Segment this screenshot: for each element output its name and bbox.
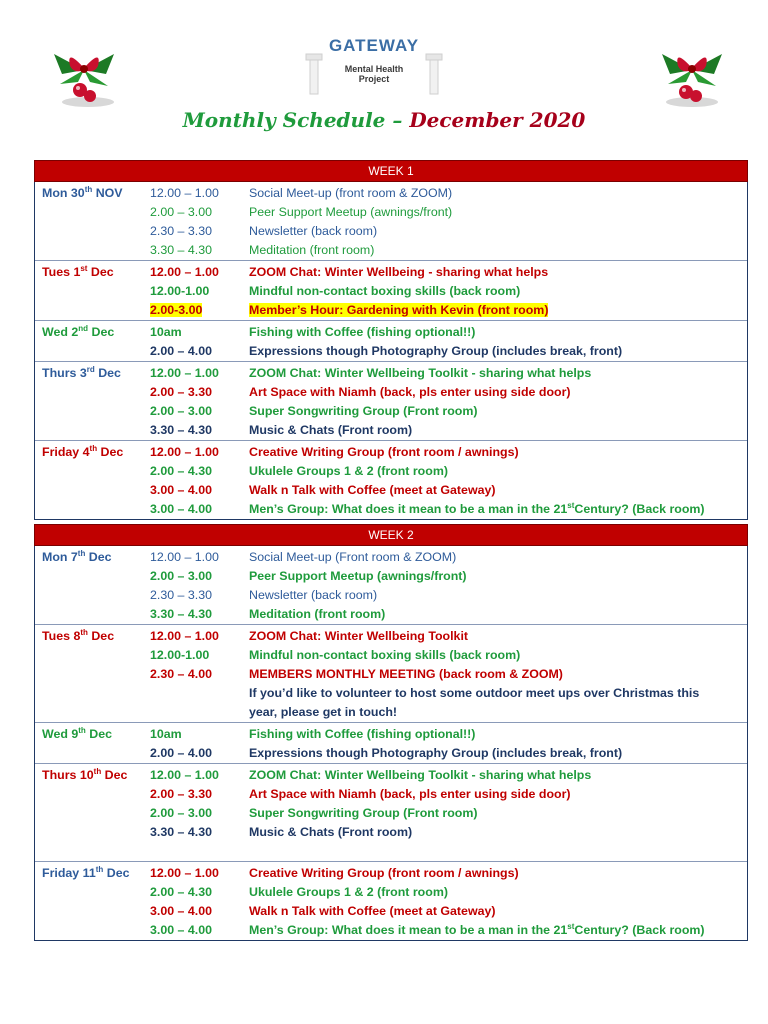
time-slot: 12.00 – 1.00	[150, 444, 219, 459]
activity: Fishing with Coffee (fishing optional!!)	[249, 726, 476, 741]
day-label: Mon 30th NOV	[42, 184, 123, 200]
activity: Super Songwriting Group (Front room)	[249, 403, 478, 418]
activity: Music & Chats (Front room)	[249, 824, 413, 839]
schedule-row	[35, 645, 747, 664]
schedule-row	[35, 401, 747, 420]
time-slot: 2.00 – 3.00	[150, 568, 213, 583]
time-slot: 3.30 – 4.30	[150, 422, 213, 437]
day-label: Friday 4th Dec	[42, 443, 124, 459]
activity: Ukulele Groups 1 & 2 (front room)	[249, 463, 448, 478]
activity: Super Songwriting Group (Front room)	[249, 805, 478, 820]
schedule-row	[35, 420, 747, 439]
activity: Meditation (front room)	[249, 242, 375, 257]
activity: Meditation (front room)	[249, 606, 386, 621]
activity: Peer Support Meetup (awnings/front)	[249, 568, 467, 583]
activity: Expressions though Photography Group (includes break, front)	[249, 343, 623, 358]
gateway-logo	[300, 34, 448, 98]
logo-name: GATEWAY	[328, 36, 420, 55]
time-slot: 2.00 – 3.00	[150, 403, 213, 418]
activity: Newsletter (back room)	[249, 223, 378, 238]
day-label: Thurs 3rd Dec	[42, 364, 121, 380]
schedule-row	[35, 724, 747, 743]
schedule-row	[35, 566, 747, 585]
day-group	[35, 763, 747, 861]
activity: Music & Chats (Front room)	[249, 422, 413, 437]
time-slot: 3.00 – 4.00	[150, 501, 213, 516]
day-label: Wed 2nd Dec	[42, 323, 115, 339]
schedule-row	[35, 547, 747, 566]
day-label: Thurs 10th Dec	[42, 766, 128, 782]
christmas-ornament-icon	[44, 40, 124, 112]
christmas-ornament-icon	[652, 40, 732, 112]
day-group	[35, 320, 747, 361]
time-slot: 2.30 – 3.30	[150, 587, 213, 602]
activity: Expressions though Photography Group (includes break, front)	[249, 745, 623, 760]
schedule-row	[35, 784, 747, 803]
time-slot: 12.00-1.00	[150, 647, 210, 662]
activity: Walk n Talk with Coffee (meet at Gateway)	[249, 903, 496, 918]
activity: Creative Writing Group (front room / awnings)	[249, 865, 519, 880]
activity: ZOOM Chat: Winter Wellbeing - sharing what helps	[249, 264, 549, 279]
time-slot: 12.00-1.00	[150, 283, 210, 298]
time-slot: 3.00 – 4.00	[150, 922, 213, 937]
activity: Social Meet-up (Front room & ZOOM)	[249, 549, 457, 564]
schedule-row	[35, 322, 747, 341]
time-slot: 3.00 – 4.00	[150, 482, 213, 497]
activity: Mindful non-contact boxing skills (back room)	[249, 283, 521, 298]
day-group	[35, 861, 747, 940]
time-slot: 2.00 – 3.00	[150, 204, 213, 219]
schedule-row	[35, 341, 747, 360]
schedule-row	[35, 442, 747, 461]
time-slot: 12.00 – 1.00	[150, 865, 219, 880]
time-slot: 12.00 – 1.00	[150, 365, 219, 380]
schedule-row	[35, 240, 747, 259]
schedule-row	[35, 480, 747, 499]
time-slot: 3.30 – 4.30	[150, 824, 213, 839]
schedule-row	[35, 499, 747, 518]
schedule-row	[35, 664, 747, 683]
time-slot: 3.00 – 4.00	[150, 903, 213, 918]
schedule-row	[35, 863, 747, 882]
time-slot: 3.30 – 4.30	[150, 242, 213, 257]
activity: ZOOM Chat: Winter Wellbeing Toolkit - sharing what helps	[249, 767, 592, 782]
time-slot: 2.00 – 4.00	[150, 343, 213, 358]
activity: Art Space with Niamh (back, pls enter using side door)	[249, 384, 571, 399]
schedule-table	[34, 160, 748, 945]
day-group	[35, 260, 747, 320]
time-slot: 12.00 – 1.00	[150, 628, 219, 643]
time-slot: 10am	[150, 324, 182, 339]
schedule-row	[35, 585, 747, 604]
time-slot: 2.00 – 4.30	[150, 884, 213, 899]
schedule-row	[35, 626, 747, 645]
schedule-row	[35, 901, 747, 920]
activity: Art Space with Niamh (back, pls enter using side door)	[249, 786, 571, 801]
activity: Member’s Hour: Gardening with Kevin (front room)	[249, 302, 549, 317]
activity: MEMBERS MONTHLY MEETING (back room & ZOOM)	[249, 666, 563, 681]
time-slot: 12.00 – 1.00	[150, 767, 219, 782]
activity: ZOOM Chat: Winter Wellbeing Toolkit	[249, 628, 469, 643]
activity: Mindful non-contact boxing skills (back room)	[249, 647, 521, 662]
schedule-row	[35, 262, 747, 281]
time-slot: 2.00 – 3.00	[150, 805, 213, 820]
schedule-row	[35, 803, 747, 822]
day-group	[35, 361, 747, 440]
schedule-row	[35, 920, 747, 939]
schedule-row	[35, 882, 747, 901]
day-label: Friday 11th Dec	[42, 864, 130, 880]
activity: Newsletter (back room)	[249, 587, 378, 602]
page-title: Monthly Schedule – December 2020	[182, 108, 586, 132]
time-slot: 2.00 – 4.30	[150, 463, 213, 478]
activity: Social Meet-up (front room & ZOOM)	[249, 185, 453, 200]
schedule-row	[35, 300, 747, 319]
activity: Creative Writing Group (front room / awnings)	[249, 444, 519, 459]
schedule-row	[35, 461, 747, 480]
day-group	[35, 624, 747, 722]
activity: Walk n Talk with Coffee (meet at Gateway)	[249, 482, 496, 497]
day-group	[35, 182, 747, 260]
day-label: Tues 1st Dec	[42, 263, 114, 279]
activity: Men’s Group: What does it mean to be a man in the 21stCentury? (Back room)	[249, 922, 705, 937]
time-slot: 10am	[150, 726, 182, 741]
schedule-row	[35, 765, 747, 784]
logo-subtitle: Mental Health Project	[344, 64, 404, 84]
time-slot: 12.00 – 1.00	[150, 185, 219, 200]
schedule-row	[35, 221, 747, 240]
time-slot: 2.00-3.00	[150, 302, 203, 317]
activity: Men’s Group: What does it mean to be a man in the 21stCentury? (Back room)	[249, 501, 705, 516]
week-header: WEEK 1	[34, 160, 748, 182]
activity: Peer Support Meetup (awnings/front)	[249, 204, 453, 219]
week-block	[34, 182, 748, 520]
activity: Fishing with Coffee (fishing optional!!)	[249, 324, 476, 339]
schedule-row	[35, 702, 747, 721]
time-slot: 2.00 – 3.30	[150, 786, 213, 801]
schedule-row	[35, 743, 747, 762]
time-slot: 2.30 – 3.30	[150, 223, 213, 238]
day-group	[35, 546, 747, 624]
time-slot: 2.00 – 4.00	[150, 745, 213, 760]
day-label: Wed 9th Dec	[42, 725, 113, 741]
week-header: WEEK 2	[34, 524, 748, 546]
day-group	[35, 722, 747, 763]
time-slot: 2.30 – 4.00	[150, 666, 213, 681]
schedule-row	[35, 281, 747, 300]
activity: Ukulele Groups 1 & 2 (front room)	[249, 884, 448, 899]
day-group	[35, 440, 747, 519]
activity: year, please get in touch!	[249, 704, 398, 719]
schedule-row	[35, 822, 747, 841]
schedule-row	[35, 382, 747, 401]
time-slot: 3.30 – 4.30	[150, 606, 213, 621]
schedule-row	[35, 202, 747, 221]
schedule-row	[35, 183, 747, 202]
schedule-row	[35, 683, 747, 702]
day-label: Tues 8th Dec	[42, 627, 115, 643]
schedule-row	[35, 841, 747, 860]
schedule-row	[35, 363, 747, 382]
day-label: Mon 7th Dec	[42, 548, 112, 564]
schedule-row	[35, 604, 747, 623]
time-slot: 2.00 – 3.30	[150, 384, 213, 399]
activity: ZOOM Chat: Winter Wellbeing Toolkit - sharing what helps	[249, 365, 592, 380]
time-slot: 12.00 – 1.00	[150, 264, 219, 279]
time-slot: 12.00 – 1.00	[150, 549, 219, 564]
week-block	[34, 546, 748, 941]
activity: If you’d like to volunteer to host some outdoor meet ups over Christmas this	[249, 685, 700, 700]
